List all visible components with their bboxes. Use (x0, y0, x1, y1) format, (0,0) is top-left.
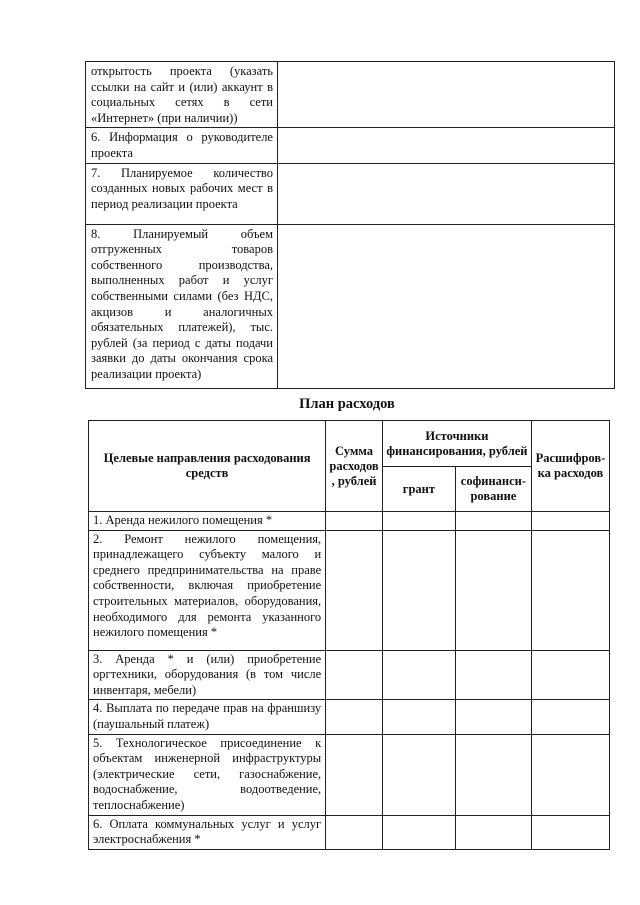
grant-cell[interactable] (382, 512, 455, 531)
header-decoding: Расшифров-ка расходов (531, 421, 609, 512)
grant-cell[interactable] (382, 530, 455, 650)
header-row (89, 421, 610, 467)
table-row (89, 700, 610, 734)
row-value[interactable] (278, 224, 615, 388)
row-value[interactable] (278, 62, 615, 128)
cofinancing-cell[interactable] (455, 530, 531, 650)
table-row (86, 224, 615, 388)
header-cofinancing: софинанси-рование (455, 467, 531, 512)
expense-item: 2. Ремонт нежилого помещения, принадлежащего субъекту малого и среднего предпринимательства на праве собственности, включая приобретение строительных материалов, оборудования, необходимого для ремонта указанного нежилого помещения * (89, 530, 326, 650)
grant-cell[interactable] (382, 700, 455, 734)
sum-cell[interactable] (326, 815, 383, 849)
table-row (89, 815, 610, 849)
grant-cell[interactable] (382, 650, 455, 700)
table-row (89, 734, 610, 815)
decoding-cell[interactable] (531, 530, 609, 650)
header-sum: Сумма расходов , рублей (326, 421, 383, 512)
cofinancing-cell[interactable] (455, 700, 531, 734)
table-row (89, 650, 610, 700)
sum-cell[interactable] (326, 512, 383, 531)
table-row (89, 512, 610, 531)
expense-item: 3. Аренда * и (или) приобретение оргтехники, оборудования (в том числе инвентаря, мебели) (89, 650, 326, 700)
grant-cell[interactable] (382, 815, 455, 849)
expense-item: 4. Выплата по передаче прав на франшизу (паушальный платеж) (89, 700, 326, 734)
cofinancing-cell[interactable] (455, 512, 531, 531)
cofinancing-cell[interactable] (455, 815, 531, 849)
decoding-cell[interactable] (531, 734, 609, 815)
sum-cell[interactable] (326, 530, 383, 650)
sum-cell[interactable] (326, 734, 383, 815)
cofinancing-cell[interactable] (455, 650, 531, 700)
row-value[interactable] (278, 128, 615, 163)
expense-item: 6. Оплата коммунальных услуг и услуг электроснабжения * (89, 815, 326, 849)
sum-cell[interactable] (326, 700, 383, 734)
row-label: 7. Планируемое количество созданных новых рабочих мест в период реализации проекта (86, 163, 278, 224)
row-label: 6. Информация о руководителе проекта (86, 128, 278, 163)
row-label: 8. Планируемый объем отгруженных товаров собственного производства, выполненных работ и услуг собственными силами (без НДС, акцизов и аналогичных обязательных платежей), тыс. рублей (за период с даты подачи заявки до даты окончания срока реализации проекта) (86, 224, 278, 388)
table-row (86, 128, 615, 163)
grant-cell[interactable] (382, 734, 455, 815)
decoding-cell[interactable] (531, 512, 609, 531)
cofinancing-cell[interactable] (455, 734, 531, 815)
expense-item: 1. Аренда нежилого помещения * (89, 512, 326, 531)
decoding-cell[interactable] (531, 700, 609, 734)
project-info-table (85, 61, 615, 389)
table-row (86, 163, 615, 224)
header-grant: грант (382, 467, 455, 512)
expense-plan-table (88, 420, 610, 850)
decoding-cell[interactable] (531, 650, 609, 700)
expense-item: 5. Технологическое присоединение к объектам инженерной инфраструктуры (электрические сети, газоснабжение, водоснабжение, водоотведение, теплоснабжение) (89, 734, 326, 815)
decoding-cell[interactable] (531, 815, 609, 849)
header-directions: Целевые направления расходования средств (89, 421, 326, 512)
section-title: План расходов (299, 396, 395, 412)
table-row (89, 530, 610, 650)
header-sources: Источники финансирования, рублей (382, 421, 531, 467)
sum-cell[interactable] (326, 650, 383, 700)
row-label: открытость проекта (указать ссылки на сайт и (или) аккаунт в социальных сетях в сети «Интернет» (при наличии)) (86, 62, 278, 128)
row-value[interactable] (278, 163, 615, 224)
table-row (86, 62, 615, 128)
